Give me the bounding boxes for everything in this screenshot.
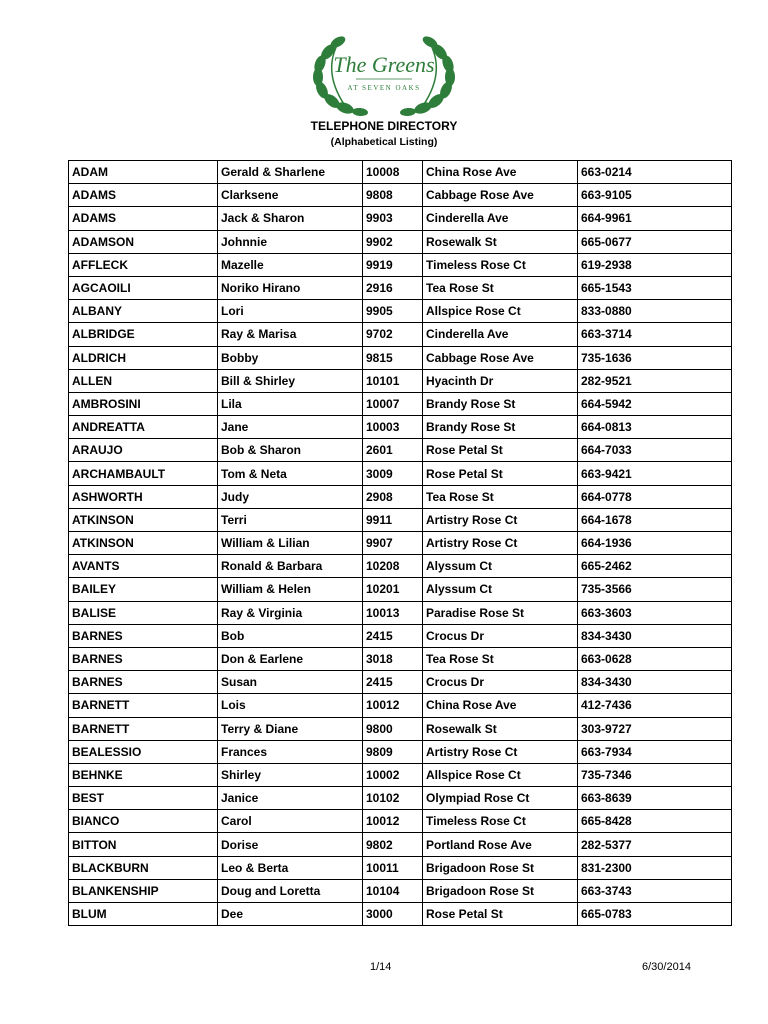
house-number-cell: 9800 (363, 717, 423, 740)
first-name-cell: Lori (218, 300, 363, 323)
house-number-cell: 10002 (363, 763, 423, 786)
first-name-cell: Ronald & Barbara (218, 555, 363, 578)
phone-cell: 663-3603 (578, 601, 732, 624)
phone-cell: 282-5377 (578, 833, 732, 856)
last-name-cell: BLUM (69, 903, 218, 926)
table-row (69, 184, 732, 207)
street-cell: Cabbage Rose Ave (423, 184, 578, 207)
house-number-cell: 2908 (363, 485, 423, 508)
logo-name: The Greens (333, 52, 435, 77)
first-name-cell: Frances (218, 740, 363, 763)
street-cell: Olympiad Rose Ct (423, 787, 578, 810)
first-name-cell: Bob & Sharon (218, 439, 363, 462)
greens-logo (300, 22, 468, 118)
table-row (69, 323, 732, 346)
first-name-cell: Leo & Berta (218, 856, 363, 879)
last-name-cell: BARNETT (69, 694, 218, 717)
first-name-cell: Gerald & Sharlene (218, 161, 363, 184)
table-row (69, 833, 732, 856)
last-name-cell: BLACKBURN (69, 856, 218, 879)
street-cell: Artistry Rose Ct (423, 740, 578, 763)
last-name-cell: BARNES (69, 624, 218, 647)
last-name-cell: BARNES (69, 647, 218, 670)
house-number-cell: 2601 (363, 439, 423, 462)
table-row (69, 856, 732, 879)
first-name-cell: Johnnie (218, 230, 363, 253)
house-number-cell: 9702 (363, 323, 423, 346)
street-cell: Rose Petal St (423, 903, 578, 926)
street-cell: Brandy Rose St (423, 392, 578, 415)
house-number-cell: 2415 (363, 624, 423, 647)
house-number-cell: 10003 (363, 416, 423, 439)
last-name-cell: ARCHAMBAULT (69, 462, 218, 485)
house-number-cell: 10012 (363, 810, 423, 833)
house-number-cell: 9905 (363, 300, 423, 323)
table-row (69, 161, 732, 184)
page-title: TELEPHONE DIRECTORY (310, 119, 458, 133)
street-cell: Timeless Rose Ct (423, 253, 578, 276)
phone-cell: 735-1636 (578, 346, 732, 369)
table-row (69, 647, 732, 670)
table-row (69, 369, 732, 392)
house-number-cell: 9815 (363, 346, 423, 369)
first-name-cell: Shirley (218, 763, 363, 786)
phone-cell: 834-3430 (578, 624, 732, 647)
house-number-cell: 3000 (363, 903, 423, 926)
last-name-cell: AGCAOILI (69, 276, 218, 299)
last-name-cell: BITTON (69, 833, 218, 856)
phone-cell: 619-2938 (578, 253, 732, 276)
street-cell: Alyssum Ct (423, 555, 578, 578)
first-name-cell: Carol (218, 810, 363, 833)
last-name-cell: ADAMS (69, 207, 218, 230)
last-name-cell: BALISE (69, 601, 218, 624)
street-cell: Timeless Rose Ct (423, 810, 578, 833)
table-row (69, 346, 732, 369)
first-name-cell: Tom & Neta (218, 462, 363, 485)
phone-cell: 735-7346 (578, 763, 732, 786)
house-number-cell: 2415 (363, 671, 423, 694)
first-name-cell: William & Helen (218, 578, 363, 601)
first-name-cell: Dee (218, 903, 363, 926)
house-number-cell: 9907 (363, 532, 423, 555)
last-name-cell: AMBROSINI (69, 392, 218, 415)
print-date: 6/30/2014 (642, 961, 691, 973)
phone-cell: 665-1543 (578, 276, 732, 299)
last-name-cell: BLANKENSHIP (69, 879, 218, 902)
table-row (69, 903, 732, 926)
first-name-cell: Bobby (218, 346, 363, 369)
last-name-cell: BAILEY (69, 578, 218, 601)
house-number-cell: 9802 (363, 833, 423, 856)
phone-cell: 664-5942 (578, 392, 732, 415)
house-number-cell: 9903 (363, 207, 423, 230)
table-row (69, 601, 732, 624)
last-name-cell: BARNETT (69, 717, 218, 740)
table-row (69, 740, 732, 763)
last-name-cell: ADAMS (69, 184, 218, 207)
house-number-cell: 10013 (363, 601, 423, 624)
street-cell: Paradise Rose St (423, 601, 578, 624)
phone-cell: 412-7436 (578, 694, 732, 717)
table-row (69, 416, 732, 439)
table-row (69, 879, 732, 902)
street-cell: Rose Petal St (423, 462, 578, 485)
last-name-cell: BIANCO (69, 810, 218, 833)
house-number-cell: 10104 (363, 879, 423, 902)
street-cell: Cinderella Ave (423, 323, 578, 346)
last-name-cell: ASHWORTH (69, 485, 218, 508)
first-name-cell: Bob (218, 624, 363, 647)
phone-cell: 735-3566 (578, 578, 732, 601)
house-number-cell: 9919 (363, 253, 423, 276)
table-row (69, 462, 732, 485)
directory-table (68, 160, 732, 926)
last-name-cell: ALLEN (69, 369, 218, 392)
last-name-cell: AVANTS (69, 555, 218, 578)
last-name-cell: ARAUJO (69, 439, 218, 462)
last-name-cell: BEALESSIO (69, 740, 218, 763)
last-name-cell: BARNES (69, 671, 218, 694)
table-row (69, 207, 732, 230)
first-name-cell: William & Lilian (218, 532, 363, 555)
table-row (69, 671, 732, 694)
phone-cell: 663-3743 (578, 879, 732, 902)
first-name-cell: Bill & Shirley (218, 369, 363, 392)
street-cell: Artistry Rose Ct (423, 532, 578, 555)
first-name-cell: Dorise (218, 833, 363, 856)
phone-cell: 663-0628 (578, 647, 732, 670)
street-cell: Rosewalk St (423, 717, 578, 740)
phone-cell: 663-7934 (578, 740, 732, 763)
first-name-cell: Mazelle (218, 253, 363, 276)
house-number-cell: 10208 (363, 555, 423, 578)
street-cell: Alyssum Ct (423, 578, 578, 601)
phone-cell: 664-7033 (578, 439, 732, 462)
first-name-cell: Noriko Hirano (218, 276, 363, 299)
street-cell: Rose Petal St (423, 439, 578, 462)
page-number: 1/14 (370, 961, 392, 973)
last-name-cell: ATKINSON (69, 508, 218, 531)
street-cell: Allspice Rose Ct (423, 763, 578, 786)
table-row (69, 578, 732, 601)
last-name-cell: ANDREATTA (69, 416, 218, 439)
phone-cell: 282-9521 (578, 369, 732, 392)
phone-cell: 834-3430 (578, 671, 732, 694)
phone-cell: 663-9105 (578, 184, 732, 207)
phone-cell: 831-2300 (578, 856, 732, 879)
phone-cell: 665-0677 (578, 230, 732, 253)
street-cell: Brigadoon Rose St (423, 879, 578, 902)
street-cell: Allspice Rose Ct (423, 300, 578, 323)
first-name-cell: Clarksene (218, 184, 363, 207)
first-name-cell: Janice (218, 787, 363, 810)
table-row (69, 300, 732, 323)
street-cell: Tea Rose St (423, 276, 578, 299)
phone-cell: 833-0880 (578, 300, 732, 323)
street-cell: Tea Rose St (423, 647, 578, 670)
table-row (69, 694, 732, 717)
first-name-cell: Judy (218, 485, 363, 508)
last-name-cell: ALDRICH (69, 346, 218, 369)
last-name-cell: BEST (69, 787, 218, 810)
street-cell: Rosewalk St (423, 230, 578, 253)
street-cell: Artistry Rose Ct (423, 508, 578, 531)
table-row (69, 787, 732, 810)
table-row (69, 276, 732, 299)
phone-cell: 665-2462 (578, 555, 732, 578)
street-cell: Cabbage Rose Ave (423, 346, 578, 369)
house-number-cell: 9808 (363, 184, 423, 207)
table-row (69, 717, 732, 740)
page-subtitle: (Alphabetical Listing) (330, 136, 438, 148)
first-name-cell: Ray & Virginia (218, 601, 363, 624)
last-name-cell: AFFLECK (69, 253, 218, 276)
street-cell: China Rose Ave (423, 161, 578, 184)
phone-cell: 664-0778 (578, 485, 732, 508)
first-name-cell: Jane (218, 416, 363, 439)
first-name-cell: Terri (218, 508, 363, 531)
table-row (69, 230, 732, 253)
last-name-cell: ADAMSON (69, 230, 218, 253)
table-row (69, 532, 732, 555)
logo-subtext: AT SEVEN OAKS (347, 84, 421, 92)
laurel-wreath-icon (300, 22, 468, 118)
house-number-cell: 10102 (363, 787, 423, 810)
table-row (69, 624, 732, 647)
first-name-cell: Lila (218, 392, 363, 415)
first-name-cell: Jack & Sharon (218, 207, 363, 230)
house-number-cell: 10008 (363, 161, 423, 184)
first-name-cell: Lois (218, 694, 363, 717)
directory-body (69, 161, 732, 926)
phone-cell: 665-8428 (578, 810, 732, 833)
table-row (69, 485, 732, 508)
first-name-cell: Ray & Marisa (218, 323, 363, 346)
table-row (69, 763, 732, 786)
street-cell: Tea Rose St (423, 485, 578, 508)
street-cell: Brigadoon Rose St (423, 856, 578, 879)
first-name-cell: Doug and Loretta (218, 879, 363, 902)
house-number-cell: 2916 (363, 276, 423, 299)
house-number-cell: 10201 (363, 578, 423, 601)
phone-cell: 663-9421 (578, 462, 732, 485)
table-row (69, 810, 732, 833)
street-cell: Brandy Rose St (423, 416, 578, 439)
phone-cell: 663-8639 (578, 787, 732, 810)
street-cell: Hyacinth Dr (423, 369, 578, 392)
first-name-cell: Don & Earlene (218, 647, 363, 670)
house-number-cell: 9809 (363, 740, 423, 763)
house-number-cell: 3018 (363, 647, 423, 670)
table-row (69, 439, 732, 462)
table-row (69, 392, 732, 415)
last-name-cell: ALBRIDGE (69, 323, 218, 346)
house-number-cell: 3009 (363, 462, 423, 485)
phone-cell: 664-1936 (578, 532, 732, 555)
street-cell: Cinderella Ave (423, 207, 578, 230)
phone-cell: 664-1678 (578, 508, 732, 531)
phone-cell: 303-9727 (578, 717, 732, 740)
house-number-cell: 10101 (363, 369, 423, 392)
table-row (69, 555, 732, 578)
house-number-cell: 10007 (363, 392, 423, 415)
last-name-cell: ALBANY (69, 300, 218, 323)
house-number-cell: 10012 (363, 694, 423, 717)
phone-cell: 663-0214 (578, 161, 732, 184)
table-row (69, 508, 732, 531)
phone-cell: 665-0783 (578, 903, 732, 926)
phone-cell: 664-0813 (578, 416, 732, 439)
phone-cell: 664-9961 (578, 207, 732, 230)
house-number-cell: 9911 (363, 508, 423, 531)
last-name-cell: ADAM (69, 161, 218, 184)
street-cell: Portland Rose Ave (423, 833, 578, 856)
first-name-cell: Susan (218, 671, 363, 694)
first-name-cell: Terry & Diane (218, 717, 363, 740)
street-cell: China Rose Ave (423, 694, 578, 717)
phone-cell: 663-3714 (578, 323, 732, 346)
table-row (69, 253, 732, 276)
last-name-cell: ATKINSON (69, 532, 218, 555)
street-cell: Crocus Dr (423, 671, 578, 694)
house-number-cell: 9902 (363, 230, 423, 253)
street-cell: Crocus Dr (423, 624, 578, 647)
house-number-cell: 10011 (363, 856, 423, 879)
last-name-cell: BEHNKE (69, 763, 218, 786)
